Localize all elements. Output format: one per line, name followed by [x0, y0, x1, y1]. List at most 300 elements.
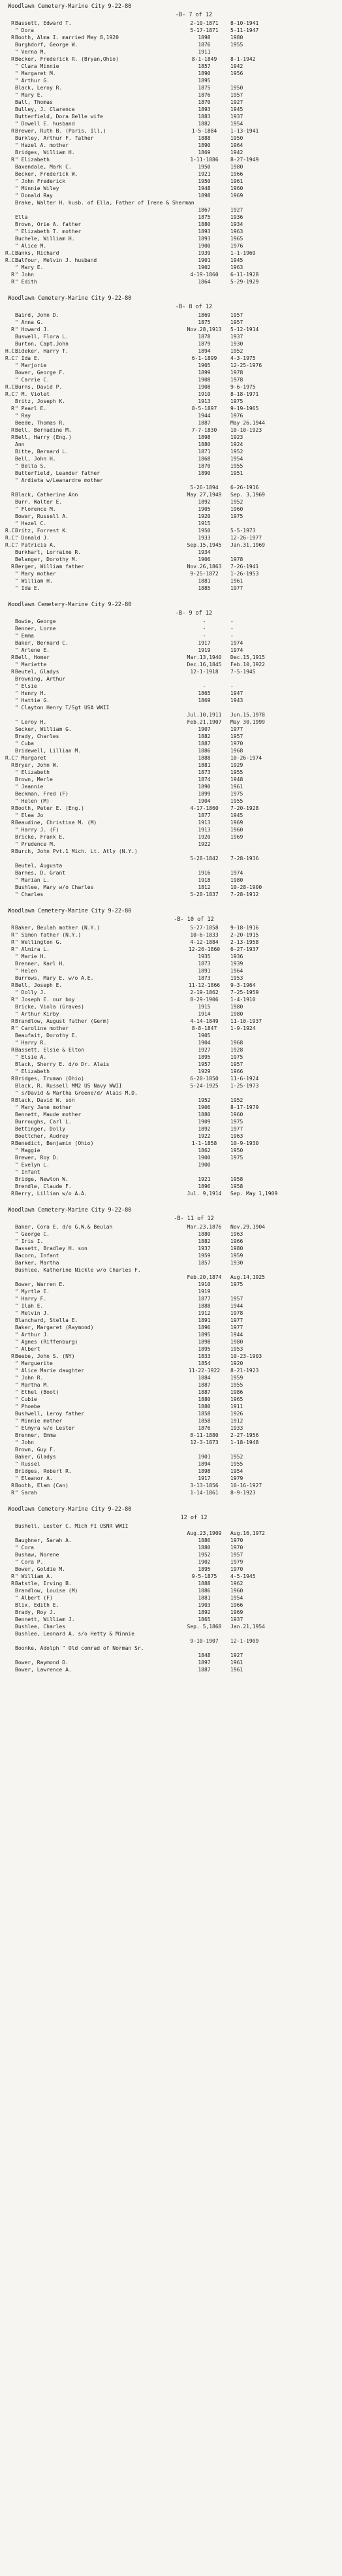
record-name: Brown, Guy F.: [15, 1447, 56, 1453]
record-mark: [5, 1453, 15, 1460]
record-mark: R: [11, 1018, 14, 1024]
record-name: Burghdorf, George W.: [15, 42, 78, 48]
record-name: " Bella S.: [15, 463, 47, 469]
death-date: 1976: [230, 413, 243, 419]
record-name: " Jeannie: [15, 784, 44, 790]
death-date: 1-18-1948: [230, 1440, 259, 1445]
burial-record-row: [5, 1097, 337, 1104]
record-name: " Evelyn L.: [15, 1162, 50, 1168]
burial-record-row: [5, 412, 337, 419]
record-name: Beutel, Augusta: [15, 863, 63, 869]
record-name: Bricke, Viola (Graves): [15, 1004, 84, 1010]
birth-date: 11-12-1866: [188, 982, 221, 988]
record-mark: [5, 312, 15, 319]
record-mark: [5, 441, 15, 448]
birth-date: 1920: [198, 834, 211, 840]
record-name: " M. Violet: [15, 391, 50, 397]
death-date: 1970: [230, 1566, 243, 1572]
record-name: " Infant: [15, 1169, 40, 1175]
record-name: Bulley, J. Clarence: [15, 106, 75, 112]
record-name: " Wellington G.: [15, 939, 63, 945]
death-date: 1965: [230, 1396, 243, 1402]
record-mark: [5, 1345, 15, 1353]
death-date: May 30,1999: [230, 719, 265, 725]
death-date: 1970: [230, 1538, 243, 1543]
record-mark: R.C.: [5, 542, 18, 548]
burial-record-row: [5, 797, 337, 805]
record-name: " Arthur G.: [15, 78, 50, 84]
record-name: Britz, Joseph K.: [15, 398, 66, 404]
record-mark: [5, 989, 15, 996]
record-name: Burr, Walter E.: [15, 499, 63, 505]
record-name: " Leroy H.: [15, 719, 47, 725]
birth-date: 1893: [198, 236, 211, 242]
record-name: " Joseph E. our boy: [15, 997, 75, 1003]
birth-date: 1929: [198, 1069, 211, 1074]
burial-record-row: [5, 1089, 337, 1097]
birth-date: 10-6-1833: [190, 932, 219, 938]
record-name: Bell, John H.: [15, 456, 56, 462]
birth-date: 1927: [198, 1047, 211, 1053]
birth-date: -: [202, 619, 206, 624]
record-mark: [5, 1551, 15, 1558]
record-mark: [5, 661, 15, 668]
birth-date: 1890: [198, 784, 211, 790]
record-name: Ella: [15, 214, 28, 220]
record-mark: R.C.: [5, 355, 18, 361]
birth-date: 1901: [198, 1454, 211, 1460]
record-mark: [5, 77, 15, 84]
record-mark: [5, 333, 15, 340]
burial-record-row: [5, 1587, 337, 1594]
record-name: Burton, Capt.John: [15, 341, 69, 347]
record-name: Bushlee, Mary w/o Charles: [15, 884, 94, 890]
birth-date: Feb.21,1907: [187, 719, 222, 725]
record-mark: [5, 192, 15, 199]
burial-record-row: [5, 534, 337, 541]
record-mark: [5, 1645, 15, 1652]
birth-date: 1895: [198, 1566, 211, 1572]
burial-record-row: [5, 1537, 337, 1544]
birth-date: Jul.10,1911: [187, 712, 222, 718]
burial-record-row: [5, 1551, 337, 1558]
death-date: 1944: [230, 1332, 243, 1338]
burial-record-row: [5, 668, 337, 675]
record-name: Brendle, Claude F.: [15, 1183, 72, 1189]
burial-record-row: [5, 27, 337, 34]
record-name: " Agnes (Riffenburg): [15, 1339, 78, 1345]
birth-date: 1882: [198, 121, 211, 127]
record-mark: [5, 242, 15, 250]
birth-date: Sep. 5,1868: [187, 1624, 222, 1630]
record-name: " Cubie: [15, 1396, 37, 1402]
birth-date: 1876: [198, 92, 211, 98]
burial-record-row: [5, 383, 337, 391]
burial-record-row: [5, 48, 337, 56]
death-date: 1953: [230, 975, 243, 981]
death-date: 1986: [230, 1389, 243, 1395]
birth-date: 1893: [198, 229, 211, 234]
birth-date: 1898: [198, 1339, 211, 1345]
birth-date: 1910: [198, 391, 211, 397]
burial-record-row: [5, 20, 337, 27]
record-name: Bridges, Robert R.: [15, 1468, 72, 1474]
record-name: " Hazel A. mother: [15, 142, 69, 148]
record-mark: R.C.: [5, 528, 18, 534]
death-date: 1957: [230, 1296, 243, 1302]
death-date: 4-5-1945: [230, 1573, 256, 1579]
record-mark: R: [11, 925, 14, 931]
burial-record-row: [5, 135, 337, 142]
death-date: Dec.15,1915: [230, 654, 265, 660]
burial-record-row: [5, 769, 337, 776]
burial-record-row: [5, 113, 337, 120]
burial-record-row: [5, 250, 337, 257]
birth-date: 1890: [198, 71, 211, 76]
burial-record-row: [5, 989, 337, 996]
death-date: [230, 77, 280, 84]
record-name: Bushlee, Leonard A. s/o Hetty & Minnie: [15, 1631, 135, 1637]
burial-record-row: [5, 1573, 337, 1580]
record-mark: [5, 1259, 15, 1266]
burial-record-row: [5, 127, 337, 135]
burial-record-row: [5, 1468, 337, 1475]
death-date: 1960: [230, 1588, 243, 1594]
record-name: [15, 1530, 178, 1537]
record-mark: [5, 1317, 15, 1324]
death-date: [230, 1168, 280, 1176]
birth-date: [178, 1630, 230, 1637]
record-name: " John Frederick: [15, 178, 66, 184]
birth-date: 1934: [198, 549, 211, 555]
record-mark: [5, 1003, 15, 1010]
birth-date: 1892: [198, 1126, 211, 1132]
record-name: Bitte, Bernard L.: [15, 449, 69, 455]
death-date: 10-26-1974: [230, 755, 262, 761]
record-mark: [5, 178, 15, 185]
death-date: [230, 549, 280, 556]
record-mark: [5, 506, 15, 513]
burial-record-row: [5, 56, 337, 63]
record-mark: [5, 228, 15, 235]
birth-date: 1881: [198, 1595, 211, 1601]
birth-date: 1886: [198, 1538, 211, 1543]
record-name: Boettcher, Audrey: [15, 1133, 69, 1139]
birth-date: 1909: [198, 1119, 211, 1125]
record-name: Brady, Roy J.: [15, 1609, 56, 1615]
burial-record-row: [5, 946, 337, 953]
birth-date: 1959: [198, 1253, 211, 1259]
burial-record-row: [5, 1425, 337, 1432]
burial-record-row: [5, 1032, 337, 1039]
record-mark: [5, 27, 15, 34]
record-name: Bushell, Lester C. Mich F1 USNR WWII: [15, 1523, 129, 1529]
birth-date: 1887: [198, 741, 211, 747]
record-mark: [5, 585, 15, 592]
burial-record-row: [5, 455, 337, 462]
burial-record-row: [5, 790, 337, 797]
record-mark: [5, 812, 15, 819]
burial-record-row: [5, 185, 337, 192]
record-name: Baxendale, Mark C.: [15, 164, 72, 170]
burial-record-row: [5, 1331, 337, 1338]
record-name: " Albert (F): [15, 1595, 53, 1601]
burial-record-row: [5, 498, 337, 506]
burial-record-row: [5, 1475, 337, 1482]
burial-record-row: [5, 1317, 337, 1324]
burial-record-row: [5, 206, 337, 214]
record-mark: [5, 1558, 15, 1566]
record-mark: [5, 639, 15, 647]
record-name: " Alice M.: [15, 243, 47, 249]
death-date: 1963: [230, 1231, 243, 1237]
burial-record-row: [5, 1439, 337, 1446]
death-date: 1963: [230, 1133, 243, 1139]
record-name: " Harry R.: [15, 1040, 47, 1046]
record-mark: [5, 1468, 15, 1475]
record-name: Bower, Lawrence A.: [15, 1667, 72, 1673]
record-name: Bell, Joseph E.: [15, 982, 63, 988]
record-mark: [5, 1118, 15, 1125]
record-mark: [5, 1374, 15, 1381]
record-mark: [5, 135, 15, 142]
birth-date: 1874: [198, 777, 211, 782]
burial-record-row: [5, 783, 337, 790]
record-name: Becker, Frederick W.: [15, 171, 78, 177]
death-date: 1955: [230, 463, 243, 469]
death-date: 9-19-1965: [230, 406, 259, 411]
record-page: [5, 592, 337, 898]
record-name: Baker, Gladys: [15, 1454, 56, 1460]
birth-date: 1913: [198, 398, 211, 404]
death-date: [230, 704, 280, 711]
record-mark: [5, 99, 15, 106]
birth-date: 1882: [198, 733, 211, 739]
birth-date: 1887: [198, 1382, 211, 1388]
record-name: Bowie, George: [15, 619, 56, 624]
birth-date: 1868: [198, 456, 211, 462]
death-date: 1911: [230, 1404, 243, 1409]
burial-record-row: [5, 1118, 337, 1125]
birth-date: 5-24-1925: [190, 1083, 219, 1089]
death-date: 1961: [230, 1667, 243, 1673]
death-date: 1-4-1910: [230, 997, 256, 1003]
record-name: " Elizabeth: [15, 157, 50, 163]
record-name: Brown, Merle: [15, 777, 53, 782]
birth-date: 1884: [198, 1375, 211, 1381]
burial-record-row: [5, 520, 337, 527]
death-date: 1954: [230, 1468, 243, 1474]
birth-date: 5-28-1842: [190, 856, 219, 861]
record-name: " Carrie C.: [15, 377, 50, 383]
record-mark: [5, 884, 15, 891]
record-name: " Patricia A.: [15, 542, 56, 548]
birth-date: 1-14-1861: [190, 1490, 219, 1496]
burial-record-row: [5, 869, 337, 877]
birth-date: 1873: [198, 961, 211, 967]
record-mark: [5, 740, 15, 747]
page-number-heading: -B- 11 of 12: [174, 1216, 214, 1222]
birth-date: 1898: [198, 35, 211, 40]
death-date: [230, 1645, 280, 1652]
death-date: 6-11-1928: [230, 272, 259, 278]
record-name: " Cora: [15, 1545, 34, 1551]
death-date: 1937: [230, 114, 243, 120]
record-name: Blanchard, Stella E.: [15, 1317, 78, 1323]
death-date: 1954: [230, 1595, 243, 1601]
record-mark: [5, 1295, 15, 1302]
burial-record-row: [5, 1345, 337, 1353]
death-date: 1978: [230, 556, 243, 562]
cemetery-header: Woodlawn Cemetery-Marine City 9-22-80: [8, 1207, 132, 1214]
record-mark: [5, 1176, 15, 1183]
death-date: [230, 1266, 280, 1274]
record-name: " Elmyra w/o Lester: [15, 1425, 75, 1431]
birth-date: 1892: [198, 499, 211, 505]
record-mark: R: [11, 932, 14, 938]
death-date: 10-28-1900: [230, 884, 262, 890]
death-date: 1-1-1969: [230, 250, 256, 256]
birth-date: 1880: [198, 442, 211, 447]
death-date: 1960: [230, 185, 243, 191]
burial-record-row: [5, 1281, 337, 1288]
death-date: 1952: [230, 1454, 243, 1460]
burial-record-row: [5, 1046, 337, 1054]
record-mark: R.C.: [5, 250, 18, 256]
burial-record-row: [5, 1652, 337, 1659]
birth-date: 1895: [198, 78, 211, 84]
record-mark: [5, 697, 15, 704]
death-date: Jan.21,1954: [230, 1624, 265, 1630]
birth-date: 1-5-1884: [191, 128, 217, 134]
death-date: 7-25-1959: [230, 990, 259, 995]
record-name: " Maggie: [15, 1148, 40, 1153]
record-name: Bower, Raymond D.: [15, 1660, 69, 1666]
birth-date: 1880: [198, 1404, 211, 1409]
record-name: Boonke, Adolph " Old comrad of Norman Sr.: [15, 1645, 144, 1651]
record-mark: [5, 953, 15, 960]
birth-date: [178, 862, 230, 869]
record-name: " Prudence M.: [15, 841, 56, 847]
record-mark: [5, 1168, 15, 1176]
death-date: 1950: [230, 1148, 243, 1153]
cemetery-header: Woodlawn Cemetery-Marine City 9-22-80: [8, 295, 132, 302]
record-name: " Simon father (N.Y.): [15, 932, 82, 938]
death-date: 1959: [230, 1375, 243, 1381]
record-name: " Dolly J.: [15, 990, 47, 995]
record-mark: [5, 1609, 15, 1616]
birth-date: 1896: [198, 1183, 211, 1189]
record-name: " Elea Jo: [15, 813, 44, 818]
burial-record-row: [5, 369, 337, 376]
record-mark: [5, 1566, 15, 1573]
death-date: 1926: [230, 1411, 243, 1417]
burial-record-row: [5, 1566, 337, 1573]
record-mark: R: [11, 982, 14, 988]
death-date: 1975: [230, 1119, 243, 1125]
death-date: 1966: [230, 1238, 243, 1244]
record-mark: R: [11, 762, 14, 768]
record-mark: [5, 84, 15, 91]
record-name: Bettinger, Dolly: [15, 1126, 66, 1132]
record-name: Blix, Edith E.: [15, 1602, 59, 1608]
death-date: 1977: [230, 585, 243, 591]
record-name: " John R.: [15, 1375, 44, 1381]
record-mark: [5, 1530, 15, 1537]
death-date: 12-25-1976: [230, 362, 262, 368]
record-mark: R: [11, 327, 14, 332]
death-date: [230, 848, 280, 855]
death-date: [230, 675, 280, 683]
record-name: [15, 484, 178, 491]
birth-date: 1908: [198, 384, 211, 390]
record-name: Butterfield, Leander father: [15, 470, 101, 476]
cemetery-header: Woodlawn Cemetery-Marine City 9-22-80: [8, 908, 132, 914]
burial-record-row: [5, 1111, 337, 1118]
record-name: " Helen: [15, 968, 37, 974]
death-date: 1950: [230, 85, 243, 91]
burial-record-row: [5, 683, 337, 690]
record-mark: R: [11, 1483, 14, 1489]
record-mark: R: [11, 1076, 14, 1082]
birth-date: 12-1-1918: [190, 669, 219, 675]
record-mark: R: [11, 946, 14, 952]
record-mark: [5, 549, 15, 556]
record-name: Baker, Beulah mother (N.Y.): [15, 925, 101, 931]
birth-date: 1900: [198, 1155, 211, 1161]
birth-date: 1906: [198, 1104, 211, 1110]
birth-date: 1833: [198, 1353, 211, 1359]
death-date: 1956: [230, 71, 243, 76]
burial-record-row: [5, 477, 337, 484]
death-date: 9-6-1975: [230, 384, 256, 390]
record-mark: [5, 1133, 15, 1140]
record-mark: [5, 718, 15, 726]
death-date: [230, 1630, 280, 1637]
death-date: 1924: [230, 442, 243, 447]
burial-record-row: [5, 1659, 337, 1666]
birth-date: 1950: [198, 164, 211, 170]
death-date: 1963: [230, 265, 243, 270]
birth-date: 1898: [198, 1468, 211, 1474]
record-name: " Hattie G.: [15, 698, 50, 703]
record-name: " John: [15, 1440, 34, 1445]
birth-date: 1907: [198, 726, 211, 732]
burial-record-row: [5, 1140, 337, 1147]
record-name: " Ethel (Boot): [15, 1389, 59, 1395]
record-mark: R: [11, 805, 14, 811]
death-date: 1969: [230, 820, 243, 826]
birth-date: 1897: [198, 1660, 211, 1666]
record-mark: [5, 1389, 15, 1396]
record-mark: [5, 1231, 15, 1238]
record-mark: R: [11, 997, 14, 1003]
record-mark: [5, 235, 15, 242]
death-date: 10-23-1903: [230, 1353, 262, 1359]
death-date: 1-25-1973: [230, 1083, 259, 1089]
record-name: Black, Sherry E. d/o Dr. Alais: [15, 1061, 110, 1067]
birth-date: 1865: [198, 1617, 211, 1622]
burial-record-row: [5, 441, 337, 448]
record-name: Bower, Russell A.: [15, 513, 69, 519]
record-name: " Alice Marie daughter: [15, 1368, 84, 1374]
burial-record-row: [5, 1666, 337, 1673]
record-name: " Verna M.: [15, 49, 47, 55]
burial-record-row: [5, 762, 337, 769]
death-date: [230, 1161, 280, 1168]
birth-date: 1879: [198, 341, 211, 347]
birth-date: 1880: [198, 1112, 211, 1118]
